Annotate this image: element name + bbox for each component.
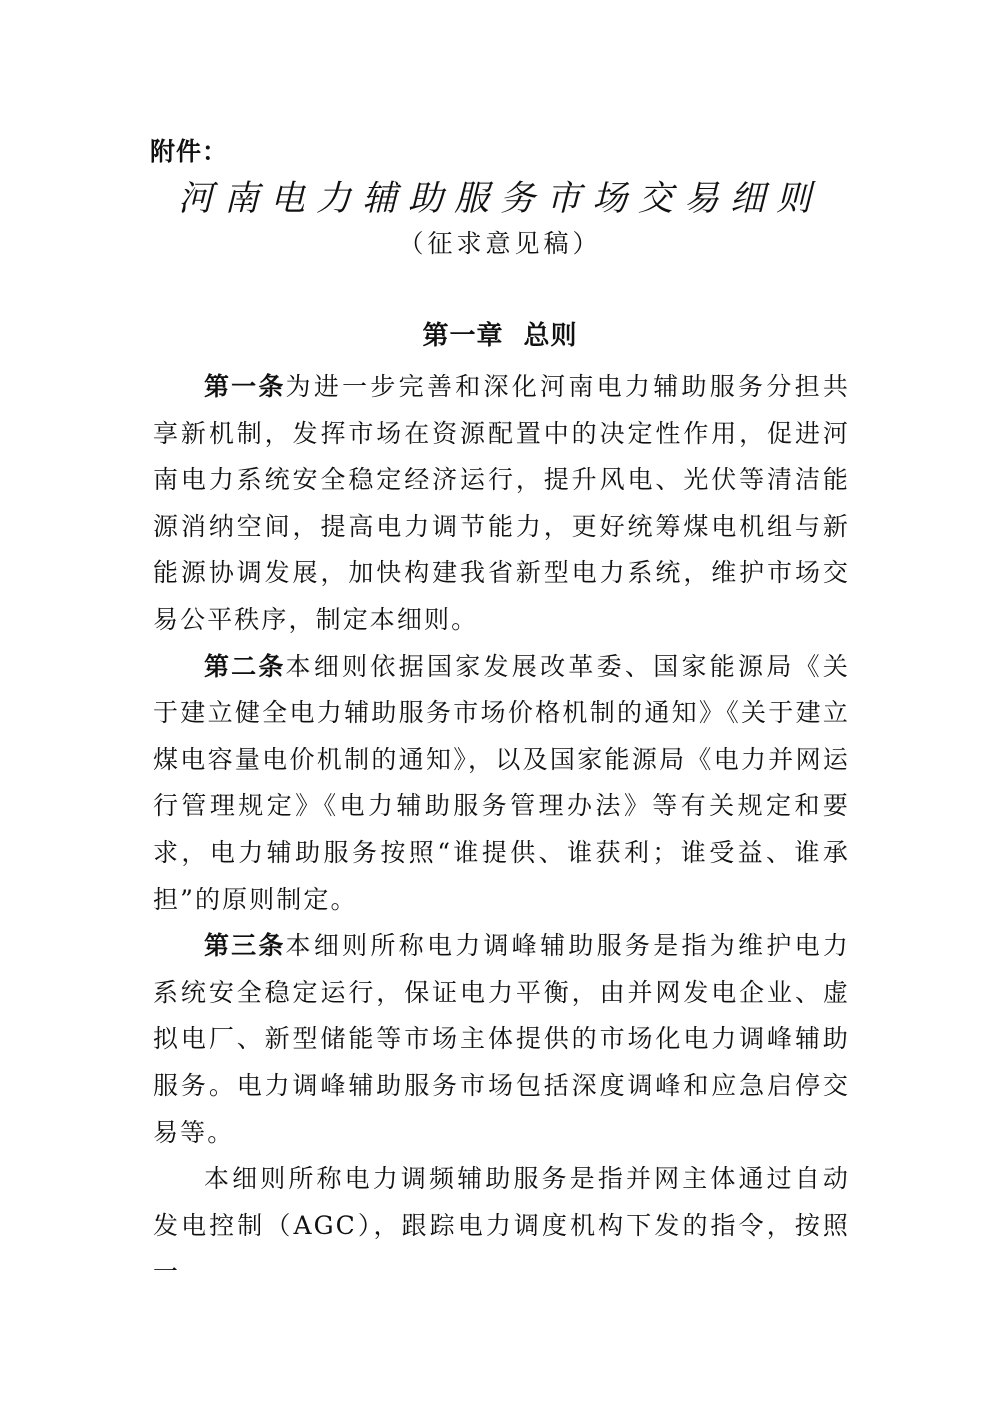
article-1: [153, 364, 850, 644]
article-1-label: 第一条: [204, 372, 286, 401]
attachment-label: 附件：: [150, 137, 229, 166]
document-body: [153, 364, 850, 1296]
document-subtitle: （征求意见稿）: [398, 229, 602, 258]
article-3-label: 第三条: [204, 931, 286, 961]
chapter-heading: 第一章 总则: [422, 321, 578, 351]
article-3-text: 本细则所称电力调峰辅助服务是指为维护电力系统安全稳定运行，保证电力平衡，由并网发电企业、虚拟电厂、新型储能等市场主体提供的市场化电力调峰辅助服务。电力调峰辅助服务市场包括深度调峰和应急启停交易等。: [153, 931, 850, 1147]
article-2: [153, 644, 850, 924]
article-2-text: 本细则依据国家发展改革委、国家能源局《关于建立健全电力辅助服务市场价格机制的通知》《关于建立煤电容量电价机制的通知》，以及国家能源局《电力并网运行管理规定》《电力辅助服务管理办法》等有关规定和要求，电力辅助服务按照“谁提供、谁获利；谁受益、谁承担”的原则制定。: [153, 651, 850, 914]
article-3: [153, 923, 850, 1156]
paragraph-frequency-regulation-text: 本细则所称电力调频辅助服务是指并网主体通过自动发电控制（AGC），跟踪电力调度机构下发的指令，按照一: [153, 1164, 850, 1287]
article-2-label: 第二条: [204, 651, 286, 681]
document-title: 河南电力辅助服务市场交易细则: [177, 179, 822, 219]
paragraph-frequency-regulation: [153, 1156, 850, 1296]
article-1-text: 为进一步完善和深化河南电力辅助服务分担共享新机制，发挥市场在资源配置中的决定性作用，促进河南电力系统安全稳定经济运行，提升风电、光伏等清洁能源消纳空间，提高电力调节能力，更好统筹煤电机组与新能源协调发展，加快构建我省新型电力系统，维护市场交易公平秩序，制定本细则。: [153, 372, 850, 634]
